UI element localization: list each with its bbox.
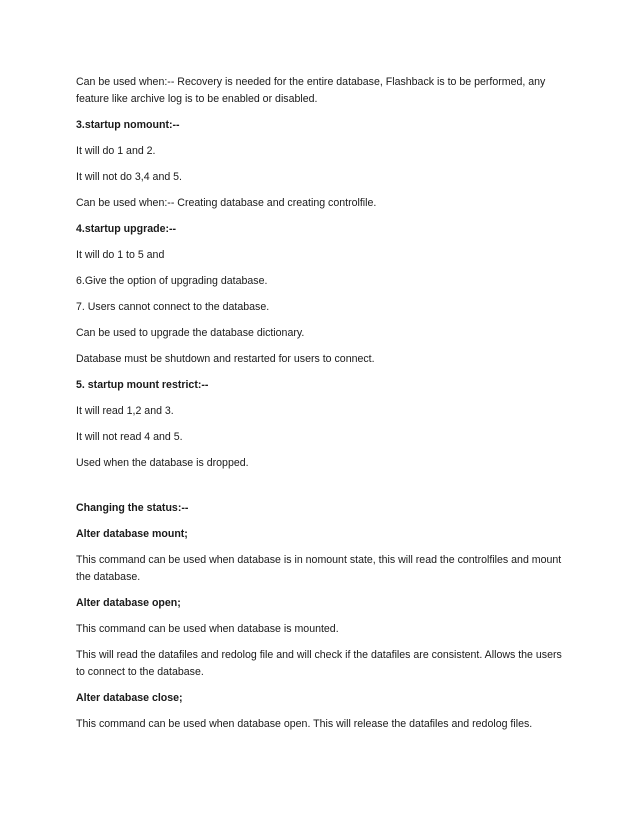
command-heading-alter-database-mount: Alter database mount; xyxy=(76,528,188,540)
paragraph: This will read the datafiles and redolog file and will check if the datafiles are consistent. Allows the users to connect to the database. xyxy=(76,649,562,678)
paragraph: This command can be used when database is in nomount state, this will read the controlfiles and mount the database. xyxy=(76,554,562,583)
paragraph: Can be used when:-- Creating database and creating controlfile. xyxy=(76,197,377,209)
document-body xyxy=(76,74,566,733)
paragraph: It will do 1 to 5 and xyxy=(76,249,165,261)
paragraph: Can be used when:-- Recovery is needed for the entire database, Flashback is to be performed, any feature like archive log is to be enabled or disabled. xyxy=(76,76,546,105)
paragraph: 7. Users cannot connect to the database. xyxy=(76,301,270,313)
paragraph: It will read 1,2 and 3. xyxy=(76,405,174,417)
paragraph: Used when the database is dropped. xyxy=(76,457,249,469)
paragraph: It will not read 4 and 5. xyxy=(76,431,183,443)
paragraph: Database must be shutdown and restarted for users to connect. xyxy=(76,353,375,365)
section-heading-startup-mount-restrict: 5. startup mount restrict:-- xyxy=(76,379,209,391)
paragraph: 6.Give the option of upgrading database. xyxy=(76,275,268,287)
paragraph: Can be used to upgrade the database dictionary. xyxy=(76,327,305,339)
paragraph: It will do 1 and 2. xyxy=(76,145,156,157)
section-heading-startup-upgrade: 4.startup upgrade:-- xyxy=(76,223,177,235)
command-heading-alter-database-open: Alter database open; xyxy=(76,597,181,609)
paragraph: It will not do 3,4 and 5. xyxy=(76,171,183,183)
paragraph: This command can be used when database is mounted. xyxy=(76,623,339,635)
section-heading-startup-nomount: 3.startup nomount:-- xyxy=(76,119,180,131)
paragraph: This command can be used when database open. This will release the datafiles and redolog files. xyxy=(76,718,533,730)
section-heading-changing-status: Changing the status:-- xyxy=(76,502,189,514)
command-heading-alter-database-close: Alter database close; xyxy=(76,692,183,704)
